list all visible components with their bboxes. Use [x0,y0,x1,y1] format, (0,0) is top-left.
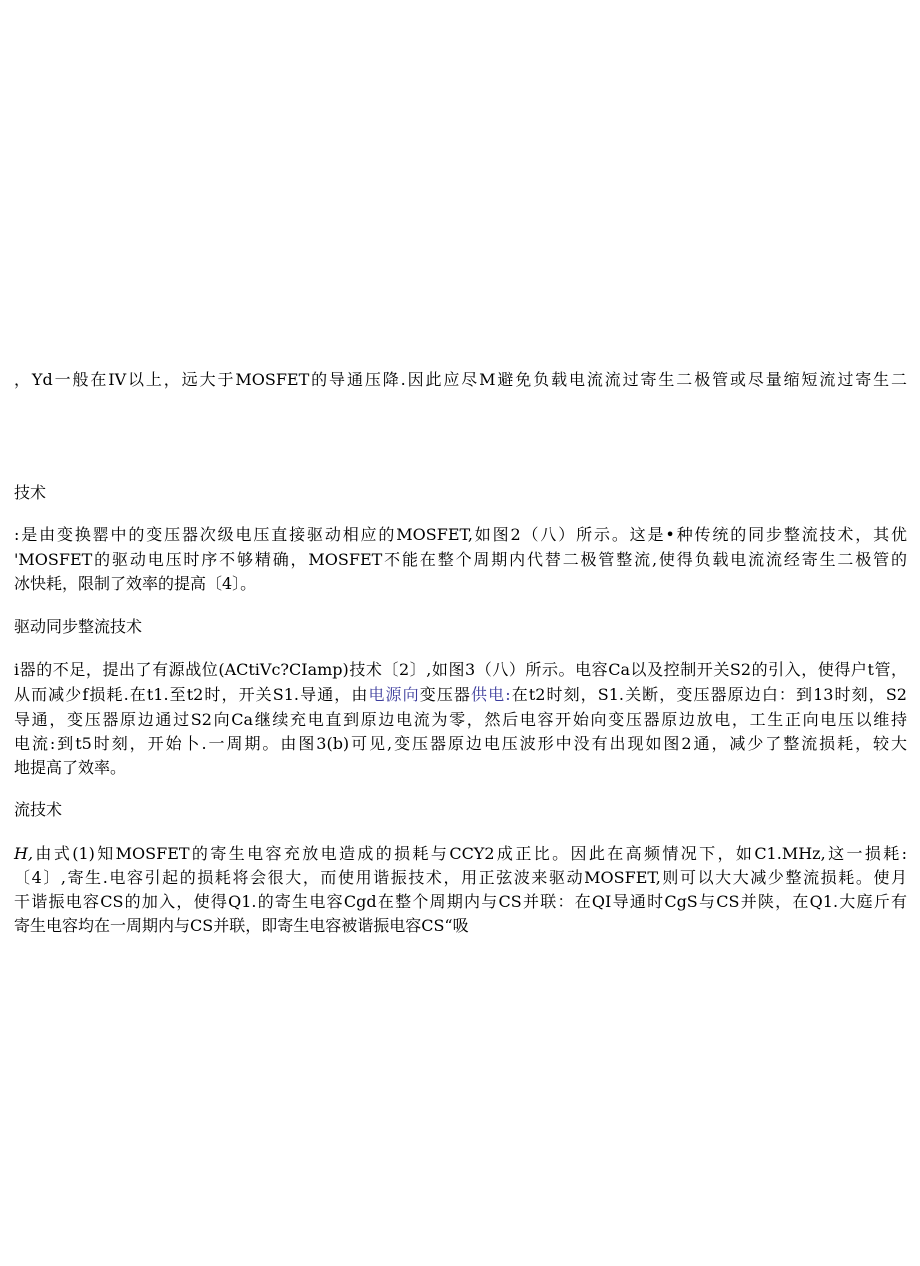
paragraph-3-line-2-part-c: 在t2时刻，S1.关断，变压器原边白：到13时刻，S2 [510,685,907,704]
paragraph-4-line-1-italic: H, [14,844,34,863]
paragraph-3-line-2-part-a: 从而减少f损耗.在t1.至t2时，开关S1.导通，由 [14,685,369,704]
paragraph-1-line-1: ，Yd一般在IV以上，远大于MOSFET的导通压降.因此应尽M避免负载电流流过寄生二极管或尽量缩短流过寄生二 [14,370,907,389]
paragraph-2-line-3: 冰快耗，限制了效率的提高〔4〕。 [14,574,257,593]
power-supply-link[interactable]: 供电: [471,685,511,704]
paragraph-3-line-2-part-b: 变压器 [419,685,472,704]
power-source-link[interactable]: 电源向 [368,685,420,704]
heading-rectification-technology: 流技术 [14,800,63,819]
paragraph-4-line-2: 〔4〕,寄生.电容引起的损耗将会很大，而使用谐振技术，用正弦波来驱动MOSFET,则可以大大减少整流损耗。使月 [14,868,907,887]
paragraph-4-line-3: 干谐振电容CS的加入，使得Q1.的寄生电容Cgd在整个周期内与CS并联：在QI导通时CgS与CS并陕，在Q1.大庭斤有 [14,892,907,911]
heading-driven-sync-rectification: 驱动同步整流技术 [14,617,143,636]
paragraph-2-line-2: 'MOSFET的驱动电压时序不够精确，MOSFET不能在整个周期内代替二极管整流,使得负载电流流经寄生二极管的 [14,550,907,569]
paragraph-3-line-2 [14,684,907,706]
paragraph-4-line-1 [14,843,907,865]
paragraph-2-line-1: :是由变换罂中的变压器次级电压直接驱动相应的MOSFET,如图2（八）所示。这是•种传统的同步整流技术，其优 [14,525,907,544]
paragraph-4-line-4: 寄生电容均在一周期内与CS并联，即寄生电容被谐振电容CS“吸 [14,916,469,935]
paragraph-3-line-3: 导通，变压器原边通过S2向Ca继续充电直到原边电流为零，然后电容开始向变压器原边放电，工生正向电压以维持 [14,710,907,729]
paragraph-3-line-5: 地提高了效率。 [14,758,127,777]
paragraph-4-line-1-text: 由式(1)知MOSFET的寄生电容充放电造成的损耗与CCY2成正比。因此在高频情况下，如C1.MHz,这一损耗: [33,844,907,863]
heading-technology: 技术 [14,483,47,502]
paragraph-3-line-1: i器的不足，提出了有源战位(ACtiVc?CIamp)技术〔2〕,如图3（八）所示。电容Ca以及控制开关S2的引入，使得户t管， [14,660,907,679]
paragraph-3-line-4: 电流:到t5时刻，开始卜.一周期。由图3(b)可见,变压器原边电压波形中没有出现如图2通，减少了整流损耗，较大 [14,734,907,753]
